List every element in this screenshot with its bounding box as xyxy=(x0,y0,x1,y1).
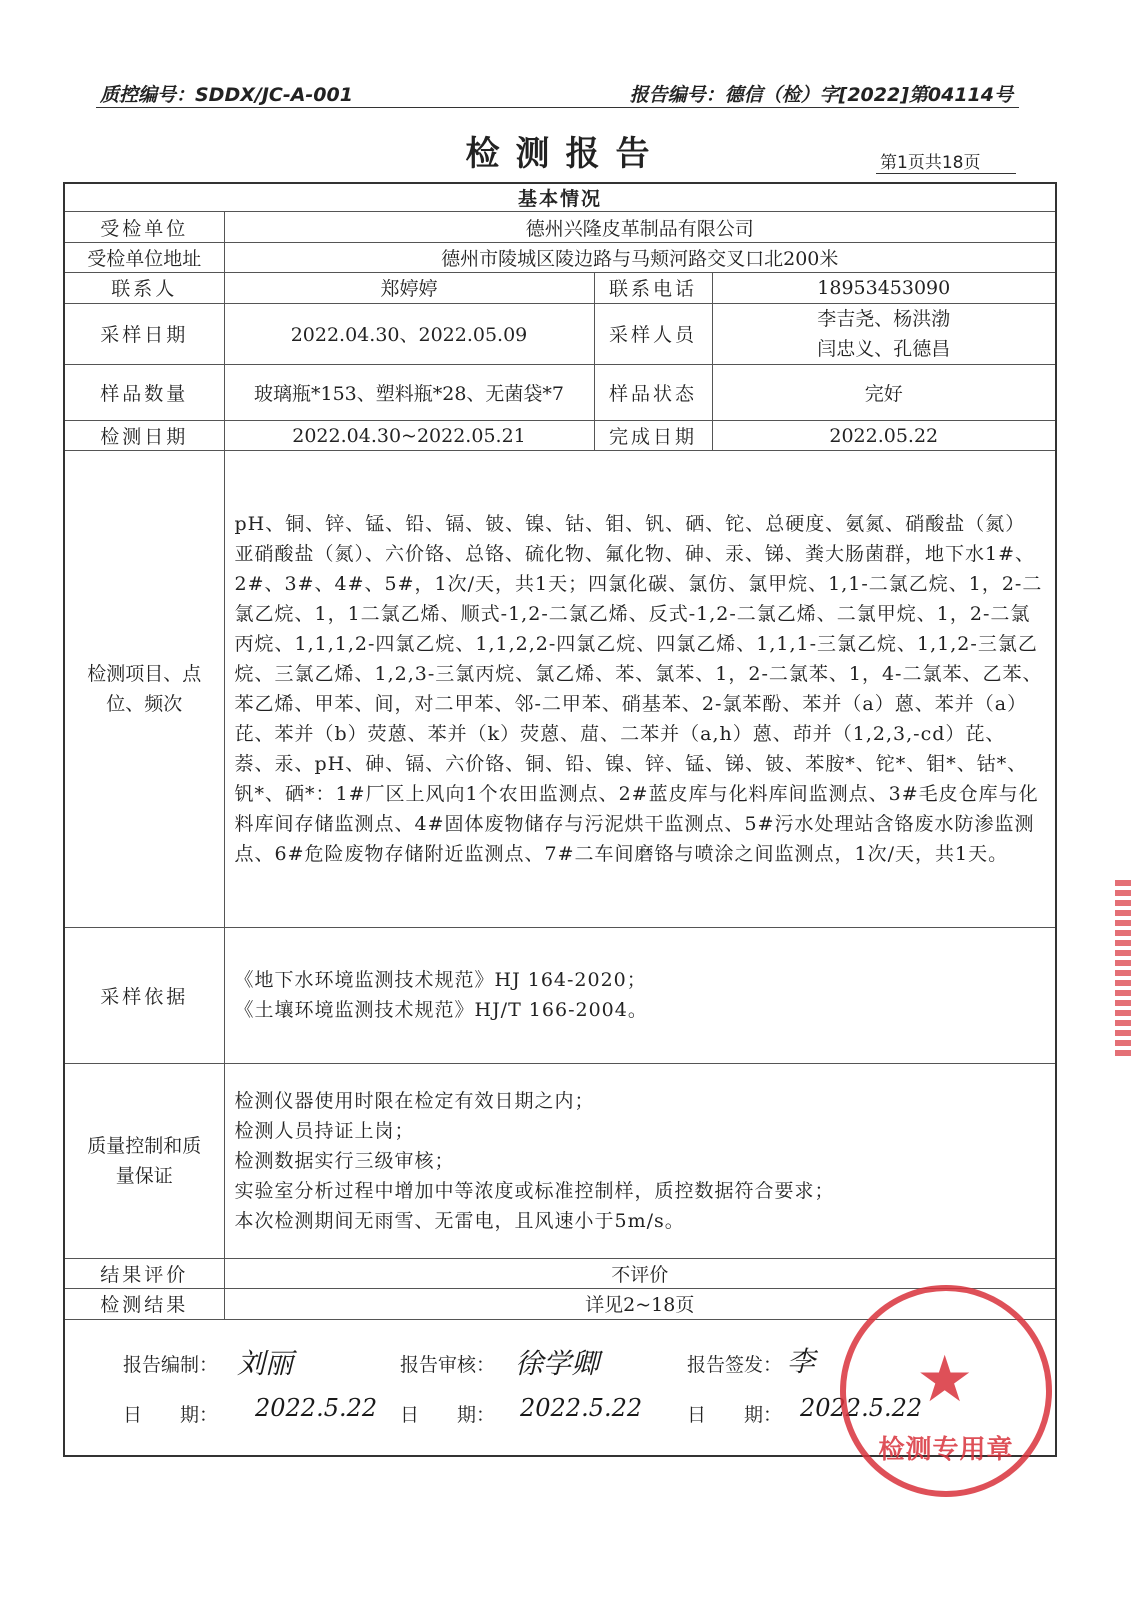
sampler-line: 李吉尧、杨洪渤 xyxy=(817,307,951,330)
page-info-rule xyxy=(876,173,1016,174)
sampling-date-value: 2022.04.30、2022.05.09 xyxy=(224,303,594,365)
result-value: 详见2~18页 xyxy=(224,1289,1056,1319)
approved-signature: 李 xyxy=(787,1344,816,1378)
official-stamp xyxy=(840,1285,1052,1497)
address-value: 德州市陵城区陵边路与马颊河路交叉口北200米 xyxy=(224,242,1056,272)
address-label: 受检单位地址 xyxy=(64,242,224,272)
eval-value: 不评价 xyxy=(224,1258,1056,1288)
date-value: 2022.5.22 xyxy=(800,1393,923,1422)
sampler-label: 采样人员 xyxy=(594,303,712,365)
sample-state-label: 样品状态 xyxy=(594,365,712,421)
items-label xyxy=(64,451,224,927)
date-label: 日 期： xyxy=(400,1403,496,1426)
items-text: pH、铜、锌、锰、铅、镉、铍、镍、钴、钼、钒、硒、铊、总硬度、氨氮、硝酸盐（氮）亚硝酸盐（氮）、六价铬、总铬、硫化物、氟化物、砷、汞、锑、粪大肠菌群，地下水1#、2#、3#、4#、5#，1次/天，共1天；四氯化碳、氯仿、氯甲烷、1,1-二氯乙烷、1，2-二氯乙烷、1，1二氯乙烯、顺式-1,2-二氯乙烯、反式-1,2-二氯乙烯、二氯甲烷、1，2-二氯丙烷、1,1,1,2-四氯乙烷、1,1,2,2-四氯乙烷、四氯乙烯、1,1,1-三氯乙烷、1,1,2-三氯乙烷、三氯乙烯、1,2,3-三氯丙烷、氯乙烯、苯、氯苯、1，2-二氯苯、1，4-二氯苯、乙苯、苯乙烯、甲苯、间，对二甲苯、邻-二甲苯、硝基苯、2-氯苯酚、苯并（a）蒽、苯并（a）芘、苯并（b）荧蒽、苯并（k）荧蒽、䓛、二苯并（a,h）蒽、茚并（1,2,3,-cd）芘、萘、汞、pH、砷、镉、六价铬、铜、铅、镍、锌、锰、锑、铍、苯胺*、铊*、钼*、钴*、钒*、硒*：1#厂区上风向1个农田监测点、2#蓝皮库与化料库间监测点、3#毛皮仓库与化料库间存储监测点、4#固体废物储存与污泥烘干监测点、5#污水处理站含铬废水防渗监测点、6#危险废物存储附近监测点、7#二车间磨铬与喷涂之间监测点，1次/天，共1天。 xyxy=(224,451,1056,927)
prepared-signature: 刘丽 xyxy=(237,1346,294,1380)
unit-value: 德州兴隆皮革制品有限公司 xyxy=(224,212,1056,242)
report-number: 报告编号：德信（检）字[2022]第04114号 xyxy=(629,84,1013,106)
page-info: 第1页共18页 xyxy=(880,153,981,173)
date-value: 2022.5.22 xyxy=(520,1393,643,1422)
finish-date-label: 完成日期 xyxy=(594,421,712,451)
sample-count-label: 样品数量 xyxy=(64,365,224,421)
document-title: 检测报告 xyxy=(465,134,666,174)
contact-value: 郑婷婷 xyxy=(224,273,594,303)
qc-line: 本次检测期间无雨雪、无雷电，且风速小于5m/s。 xyxy=(234,1210,685,1233)
basic-info-table xyxy=(63,182,1057,1457)
test-date-label: 检测日期 xyxy=(64,421,224,451)
qc-number: 质控编号：SDDX/JC-A-001 xyxy=(100,84,353,106)
basis-line: 《地下水环境监测技术规范》HJ 164-2020； xyxy=(234,969,647,992)
sample-count-value: 玻璃瓶*153、塑料瓶*28、无菌袋*7 xyxy=(224,365,594,421)
phone-value: 18953453090 xyxy=(712,273,1056,303)
reviewed-label: 报告审核： xyxy=(400,1353,496,1376)
finish-date-value: 2022.05.22 xyxy=(712,421,1056,451)
sample-state-value: 完好 xyxy=(712,365,1056,421)
qc-line: 检测人员持证上岗； xyxy=(234,1120,415,1143)
sampling-date-label: 采样日期 xyxy=(64,303,224,365)
qc-value xyxy=(224,1064,1056,1259)
section-title: 基本情况 xyxy=(64,183,1056,212)
eval-label: 结果评价 xyxy=(64,1258,224,1288)
qc-label-line: 量保证 xyxy=(115,1165,173,1188)
prepared-label: 报告编制： xyxy=(123,1353,219,1376)
test-date-value: 2022.04.30~2022.05.21 xyxy=(224,421,594,451)
basis-line: 《土壤环境监测技术规范》HJ/T 166-2004。 xyxy=(234,999,648,1022)
stamp-text: 检测专用章 xyxy=(878,1435,1014,1465)
sampler-value xyxy=(712,303,1056,365)
basis-label: 采样依据 xyxy=(64,927,224,1064)
basis-value xyxy=(224,927,1056,1064)
qc-label-line: 质量控制和质 xyxy=(87,1135,202,1158)
reviewed-signature: 徐学卿 xyxy=(515,1346,600,1380)
date-label: 日 期： xyxy=(123,1403,219,1426)
items-label-line: 检测项目、点 xyxy=(87,663,202,686)
result-label: 检测结果 xyxy=(64,1289,224,1319)
qc-label xyxy=(64,1064,224,1259)
approved-label: 报告签发： xyxy=(687,1353,783,1376)
qc-line: 实验室分析过程中增加中等浓度或标准控制样，质控数据符合要求； xyxy=(234,1180,835,1203)
header-rule xyxy=(96,107,1019,108)
contact-label: 联系人 xyxy=(64,273,224,303)
unit-label: 受检单位 xyxy=(64,212,224,242)
star-icon: ★ xyxy=(916,1343,974,1417)
items-label-line: 位、频次 xyxy=(106,693,183,716)
qc-line: 检测仪器使用时限在检定有效日期之内； xyxy=(234,1090,595,1113)
qc-line: 检测数据实行三级审核； xyxy=(234,1150,455,1173)
sampler-line: 闫忠义、孔德昌 xyxy=(817,337,951,360)
side-seal-mark xyxy=(1115,880,1131,1060)
date-value: 2022.5.22 xyxy=(255,1393,378,1422)
phone-label: 联系电话 xyxy=(594,273,712,303)
date-label: 日 期： xyxy=(687,1403,783,1426)
